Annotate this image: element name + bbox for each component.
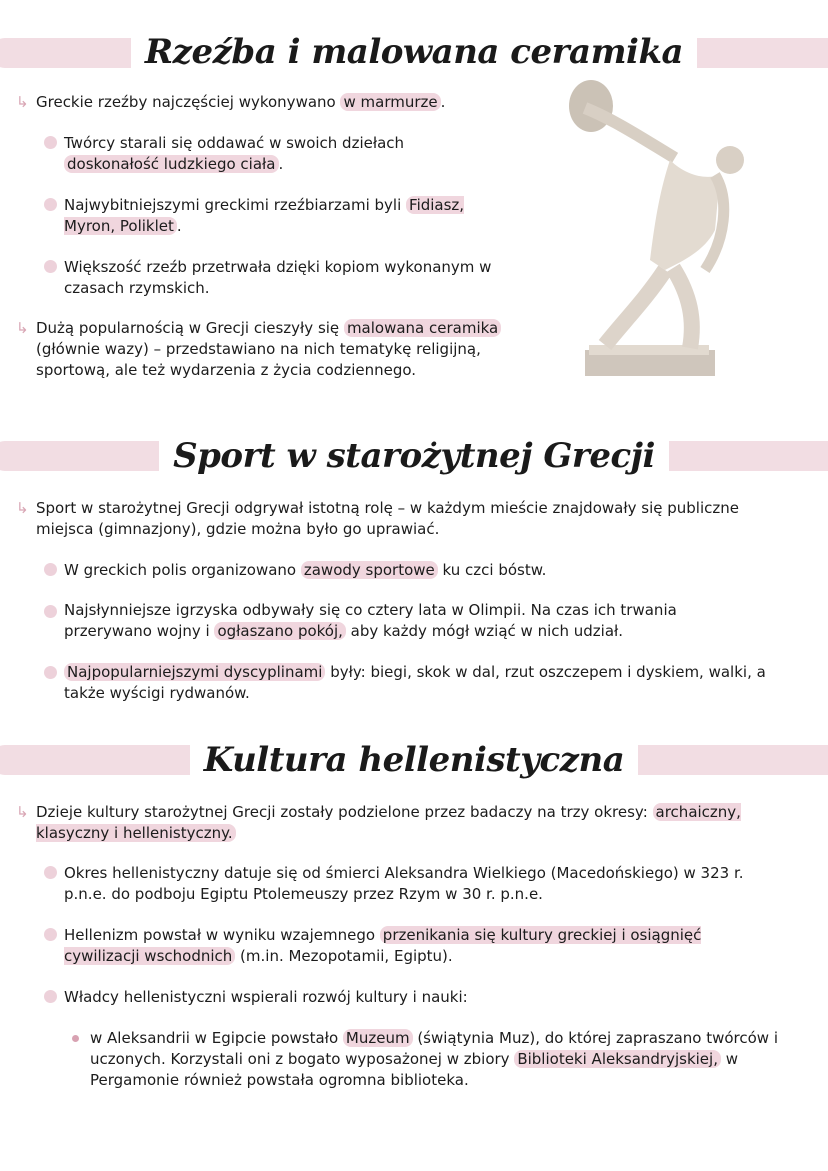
bullet-dot-icon — [44, 666, 57, 679]
paragraph: Dużą popularnością w Grecji cieszyły się malowana ceramika (głównie wazy) – przedstawiano na nich tematykę religijną, sportową, ale też wydarzenia z życia codziennego. — [36, 318, 526, 381]
bullet-text: Najwybitniejszymi greckimi rzeźbiarzami byli Fidiasz, Myron, Poliklet . — [64, 196, 465, 235]
paragraph: Greckie rzeźby najczęściej wykonywano w marmurze . — [36, 93, 446, 111]
bullet-dot-icon — [44, 563, 57, 576]
bullet-text: Większość rzeźb przetrwała dzięki kopiom wykonanym w czasach rzymskich. — [64, 258, 492, 297]
bullet-dot-icon — [44, 990, 57, 1003]
discobolus-statue-image — [555, 80, 765, 390]
section-title: Rzeźba i malowana ceramika — [0, 28, 828, 76]
sub-bullet-text: w Aleksandrii w Egipcie powstało Muzeum (świątynia Muz), do której zapraszano twórców i uczonych. Korzystali oni z bogato wyposażonej w zbiory Biblioteki Aleksandryjskiej, w Pergamonie również powstała ogromna biblioteka. — [90, 1029, 779, 1089]
bullet-dot-icon — [44, 605, 57, 618]
bullet-dot-icon — [44, 928, 57, 941]
paragraph: Dzieje kultury starożytnej Grecji zostały podzielone przez badaczy na trzy okresy: archaiczny, klasyczny i hellenistyczny. — [36, 803, 741, 842]
section-title: Sport w starożytnej Grecji — [0, 432, 828, 480]
paragraph: Sport w starożytnej Grecji odgrywał istotną rolę – w każdym mieście znajdowały się publiczne miejsca (gimnazjony), gdzie można było go uprawiać. — [36, 499, 739, 538]
bullet-text: W greckich polis organizowano zawody sportowe ku czci bóstw. — [64, 561, 547, 579]
bullet-dot-icon — [44, 866, 57, 879]
bullet-dot-icon — [44, 198, 57, 211]
bullet-dot-icon — [44, 260, 57, 273]
bullet-text: Hellenizm powstał w wyniku wzajemnego przenikania się kultury greckiej i osiągnięć cywilizacji wschodnich (m.in. Mezopotamii, Egiptu). — [64, 926, 702, 965]
arrow-icon: ↳ — [16, 499, 29, 517]
arrow-icon: ↳ — [16, 319, 29, 337]
bullet-dot-icon — [44, 136, 57, 149]
section-title: Kultura hellenistyczna — [0, 736, 828, 784]
arrow-icon: ↳ — [16, 803, 29, 821]
bullet-text: Najsłynniejsze igrzyska odbywały się co cztery lata w Olimpii. Na czas ich trwania przerywano wojny i ogłaszano pokój, aby każdy mógł wziąć w nich udział. — [64, 601, 677, 640]
sub-bullet-dot-icon — [72, 1035, 79, 1042]
arrow-icon: ↳ — [16, 93, 29, 111]
bullet-text: Władcy hellenistyczni wspierali rozwój kultury i nauki: — [64, 988, 468, 1006]
bullet-text: Najpopularniejszymi dyscyplinami były: biegi, skok w dal, rzut oszczepem i dyskiem, walki, a także wyścigi rydwanów. — [64, 663, 766, 702]
bullet-text: Twórcy starali się oddawać w swoich dziełach doskonałość ludzkiego ciała . — [64, 134, 405, 173]
bullet-text: Okres hellenistyczny datuje się od śmierci Aleksandra Wielkiego (Macedońskiego) w 323 r. p.n.e. do podboju Egiptu Ptolemeuszy przez Rzym w 30 r. p.n.e. — [64, 864, 744, 903]
